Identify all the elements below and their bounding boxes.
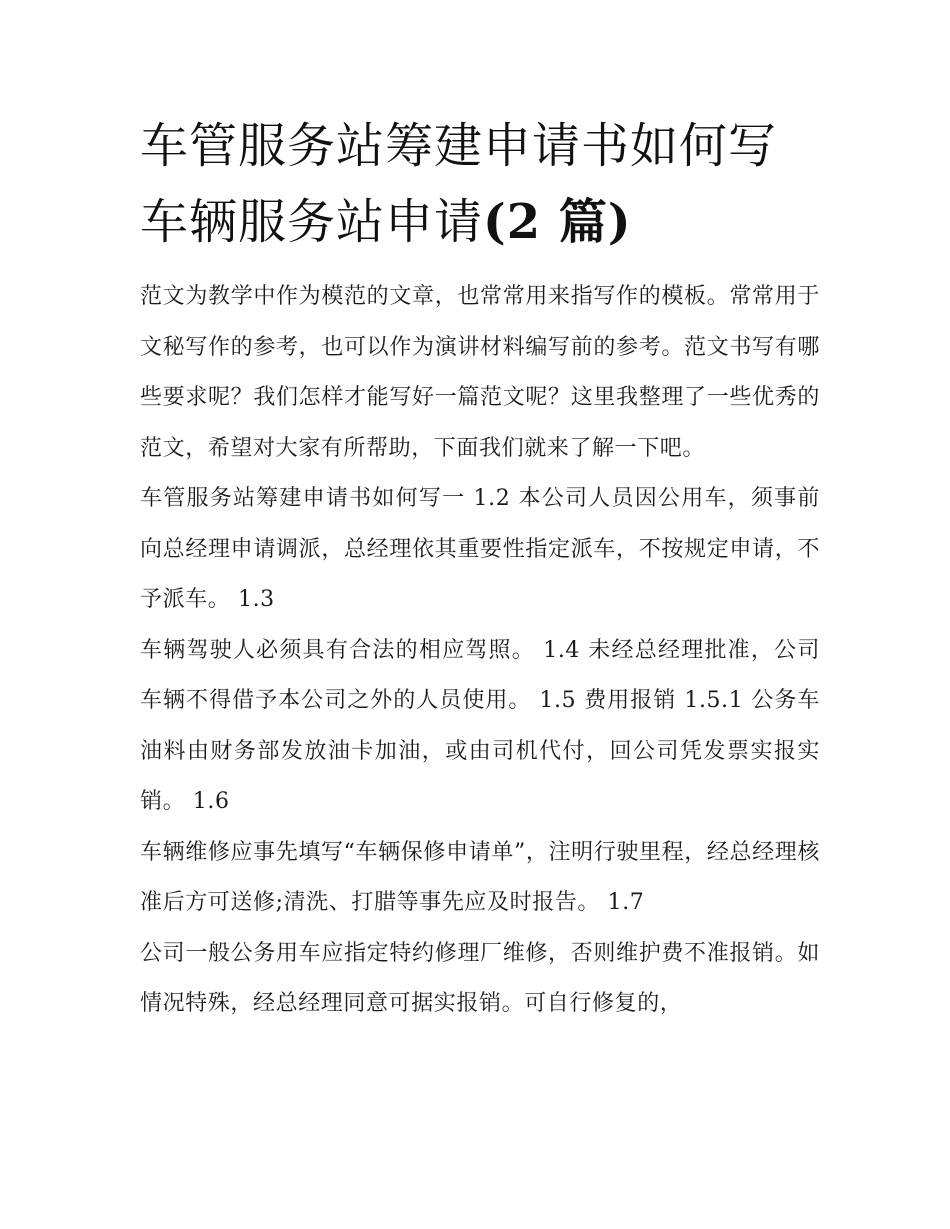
paragraph-section-1-7: 公司一般公务用车应指定特约修理厂维修，否则维护费不准报销。如情况特殊，经总经理同意可据实报销。可自行修复的， (140, 940, 820, 1016)
title-count: (2 篇) (483, 194, 632, 250)
paragraph-intro: 范文为教学中作为模范的文章，也常常用来指写作的模板。常常用于文秘写作的参考，也可以作为演讲材料编写前的参考。范文书写有哪些要求呢？我们怎样才能写好一篇范文呢？这里我整理了一些优秀的范文，希望对大家有所帮助，下面我们就来了解一下吧。 (140, 284, 820, 461)
title-line-2-text: 车辆服务站申请 (140, 194, 484, 250)
paragraph-section-1-4: 车辆驾驶人必须具有合法的相应驾照。 1.4 未经总经理批准，公司车辆不得借予本公司之外的人员使用。 1.5 费用报销 1.5.1 公务车油料由财务部发放油卡加油，或由司机代付，回公司凭发票实报实销。 1.6 (140, 637, 820, 814)
title-line-2 (140, 184, 820, 260)
document-title (140, 108, 820, 260)
title-line-1: 车管服务站筹建申请书如何写 (140, 118, 778, 174)
paragraph-section-1-6: 车辆维修应事先填写“车辆保修申请单”，注明行驶里程，经总经理核准后方可送修;清洗、打腊等事先应及时报告。 1.7 (140, 839, 820, 915)
paragraph-section-1-2: 车管服务站筹建申请书如何写一 1.2 本公司人员因公用车，须事前向总经理申请调派，总经理依其重要性指定派车，不按规定申请，不予派车。 1.3 (140, 486, 820, 612)
document-page (140, 108, 820, 1030)
